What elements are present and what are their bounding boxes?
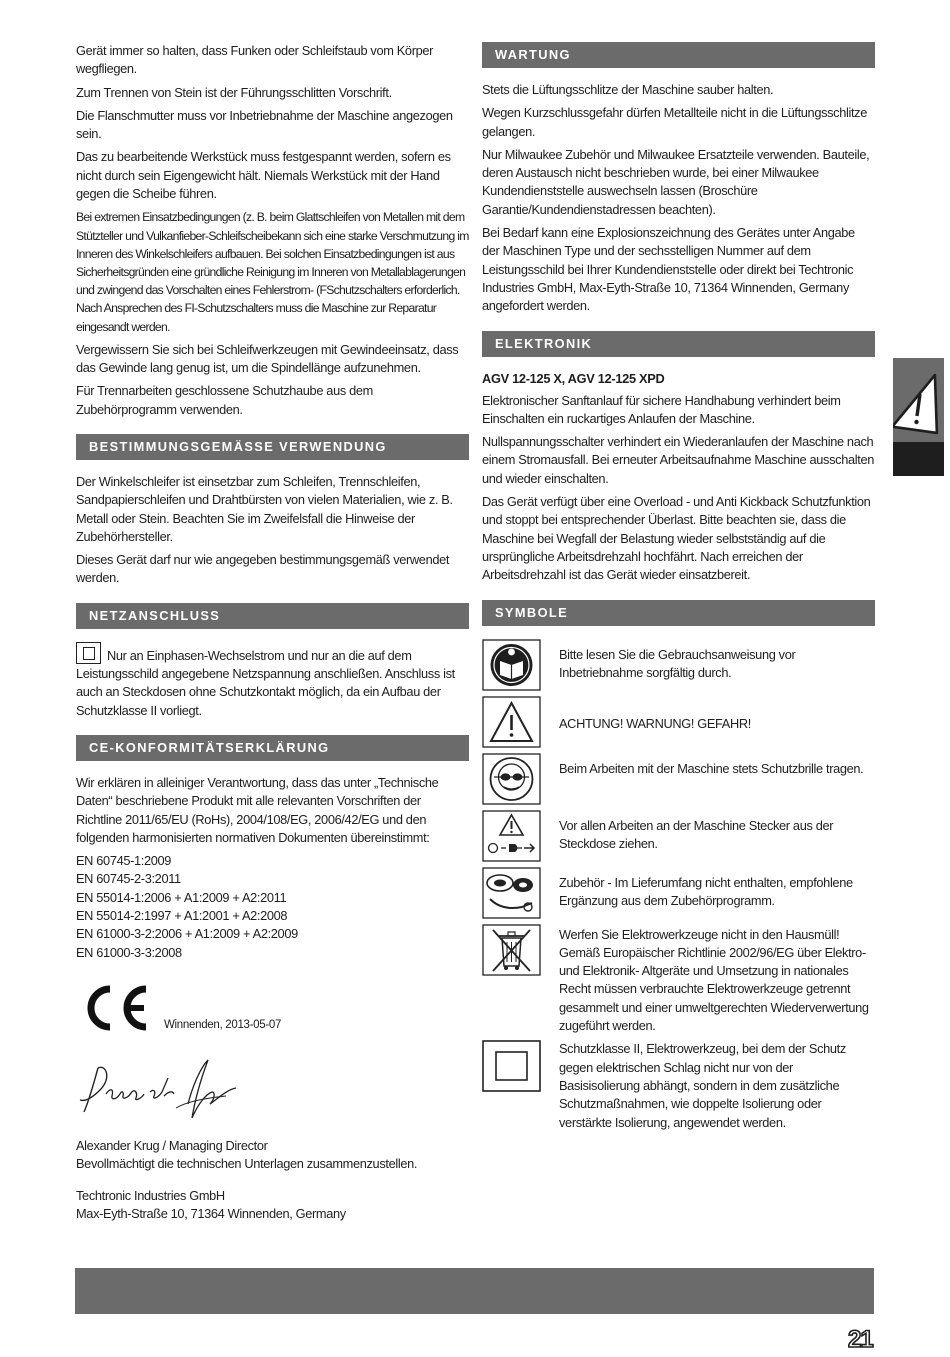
warning-side-tab <box>893 358 944 476</box>
norm-item: EN 61000-3-2:2006 + A1:2009 + A2:2009 <box>76 926 298 942</box>
company-name: Techtronic Industries GmbH <box>76 1187 225 1203</box>
company-address: Max-Eyth-Straße 10, 71364 Winnenden, Germany <box>76 1205 346 1221</box>
norm-item: EN 60745-2-3:2011 <box>76 871 181 887</box>
intended-use-paragraph: Der Winkelschleifer ist einsetzbar zum Schleifen, Trennschleifen, Sandpapierschleifen und Drahtbürsten von vielen Materialien, wie z. B. Metall oder Stein. Beachten Sie im Zweifelsfall die Hinweise der Zubehörhersteller. <box>76 473 453 544</box>
norm-item: EN 55014-1:2006 + A1:2009 + A2:2011 <box>76 889 287 905</box>
symbol-row <box>482 924 875 1036</box>
accessory-icon <box>482 867 541 919</box>
right-column <box>482 42 875 1137</box>
maintenance-paragraph: Bei Bedarf kann eine Explosionszeichnung des Gerätes unter Angabe der Maschinen Type und der sechsstelligen Nummer auf dem Leistungsschild bei Ihrer Kundendienststelle oder direkt bei Techtronic Industries GmbH, Max-Eyth-Straße 10, 71364 Winnenden, Germany angefordert werden. <box>482 225 855 314</box>
norm-item: EN 60745-1:2009 <box>76 853 172 869</box>
intro-paragraph: Die Flanschmutter muss vor Inbetriebnahme der Maschine angezogen sein. <box>76 107 453 142</box>
section-header-intended-use: BESTIMMUNGSGEMÄSSE VERWENDUNG <box>76 434 469 460</box>
manual-icon <box>482 639 541 691</box>
signer-name: Alexander Krug / Managing Director <box>76 1137 268 1153</box>
mains-connection-text: Nur an Einphasen-Wechselstrom und nur an die auf dem Leistungsschild angegebene Netzspannung anschließen. Anschluss ist auch an Steckdosen ohne Schutzkontakt möglich, da ein Aufbau der Schutzklasse II vorliegt. <box>76 647 455 718</box>
symbol-description: Schutzklasse II, Elektrowerkzeug, bei dem der Schutz gegen elektrischen Schlag nicht nur von der Basisisolierung abhängt, sondern in dem zusätzliche Schutzmaßnahmen, wie doppelte Isolierung oder verstärkte Isolierung, angewendet werden. <box>559 1041 846 1130</box>
intro-paragraph: Das zu bearbeitende Werkstück muss festgespannt werden, sofern es nicht durch sein Eigengewicht hält. Niemals Werkstück mit der Hand gegen die Scheibe führen. <box>76 149 451 202</box>
page-number: 21 <box>848 1326 873 1353</box>
mains-connection-paragraph <box>76 642 469 720</box>
ce-declaration-paragraph: Wir erklären in alleiniger Verantwortung, dass das unter „Technische Daten“ beschriebene Produkt mit alle relevanten Vorschriften der Richtline 2011/65/EU (RoHs), 2004/108/EG, 2006/42/EG und den folgenden harmonisierten normativen Dokumenten übereinstimmt: <box>76 774 439 845</box>
symbol-description: ACHTUNG! WARNUNG! GEFAHR! <box>559 715 751 731</box>
intro-paragraph: Gerät immer so halten, dass Funken oder Schleifstaub vom Körper wegfliegen. <box>76 43 434 77</box>
norm-item: EN 61000-3-3:2008 <box>76 944 182 960</box>
warning-icon <box>482 696 541 748</box>
section-header-symbols: SYMBOLE <box>482 600 875 626</box>
place-date: Winnenden, 2013-05-07 <box>164 1018 282 1031</box>
maintenance-paragraph: Nur Milwaukee Zubehör und Milwaukee Ersatzteile verwenden. Bauteile, deren Austausch nicht beschrieben wurde, bei einer Milwaukee Kundendienststelle auswechseln lassen (Broschüre Garantie/Kundendienstadressen beachten). <box>482 146 870 217</box>
class2-icon <box>76 642 101 664</box>
section-header-maintenance: WARTUNG <box>482 42 875 68</box>
symbol-description: Vor allen Arbeiten an der Maschine Stecker aus der Steckdose ziehen. <box>559 817 834 851</box>
electronics-paragraph: Das Gerät verfügt über eine Overload - und Anti Kickback Schutzfunktion und stoppt bei entsprechender Überlast. Bitte beachten sie, dass die Maschine bei Wegfall der Belastung wieder selbstständig auf die ursprüngliche Arbeitsdrehzahl hochfährt. Nach erreichen der Arbeitsdrehzahl ist das Gerät wieder einsatzbereit. <box>482 494 871 583</box>
warning-icon <box>893 358 944 442</box>
symbol-row <box>482 1040 875 1131</box>
section-header-mains-connection: NETZANSCHLUSS <box>76 603 469 629</box>
authorized-note: Bevollmächtigt die technischen Unterlagen zusammenzustellen. <box>76 1156 418 1172</box>
intro-paragraph: Zum Trennen von Stein ist der Führungsschlitten Vorschrift. <box>76 84 392 100</box>
norms-list <box>76 852 469 962</box>
weee-bin-icon <box>482 924 541 976</box>
footer-bar <box>75 1268 874 1314</box>
maintenance-paragraph: Stets die Lüftungsschlitze der Maschine sauber halten. <box>482 82 774 97</box>
unplug-icon <box>482 810 541 862</box>
intended-use-paragraph: Dieses Gerät darf nur wie angegeben bestimmungsgemäß verwendet werden. <box>76 552 450 586</box>
symbol-description: Zubehör - Im Lieferumfang nicht enthalten, empfohlene Ergänzung aus dem Zubehörprogramm. <box>559 874 853 908</box>
norm-item: EN 55014-2:1997 + A1:2001 + A2:2008 <box>76 908 288 924</box>
goggles-icon <box>482 753 541 805</box>
section-header-ce-declaration: CE-KONFORMITÄTSERKLÄRUNG <box>76 735 469 761</box>
ce-mark-row <box>76 984 469 1040</box>
symbol-description: Bitte lesen Sie die Gebrauchsanweisung vor Inbetriebnahme sorgfältig durch. <box>559 646 796 680</box>
symbol-row <box>482 753 875 805</box>
electronics-paragraph: Nullspannungsschalter verhindert ein Wiederanlaufen der Maschine nach einem Stromausfall. Bei erneuter Arbeitsaufnahme Maschine ausschalten und wieder einschalten. <box>482 434 874 486</box>
maintenance-paragraph: Wegen Kurzschlussgefahr dürfen Metallteile nicht in die Lüftungsschlitze gelangen. <box>482 105 868 139</box>
symbol-row <box>482 867 875 919</box>
electronics-paragraph: Elektronischer Sanftanlauf für sichere Handhabung verhindert beim Einschalten ein ruckartiges Anlaufen der Maschine. <box>482 392 841 426</box>
intro-paragraph: Für Trennarbeiten geschlossene Schutzhaube aus dem Zubehörprogramm verwenden. <box>76 383 373 417</box>
symbol-description: Beim Arbeiten mit der Maschine stets Schutzbrille tragen. <box>559 760 864 776</box>
ce-mark-icon <box>80 984 152 1032</box>
section-header-electronics: ELEKTRONIK <box>482 331 875 357</box>
intro-paragraph: Vergewissern Sie sich bei Schleifwerkzeugen mit Gewindeeinsatz, dass das Gewinde lang genug ist, um die Spindellänge aufzunehmen. <box>76 341 459 376</box>
electronics-models: AGV 12-125 X, AGV 12-125 XPD <box>482 370 665 386</box>
symbol-row <box>482 696 875 748</box>
symbol-row <box>482 639 875 691</box>
left-column <box>76 42 469 1228</box>
intro-paragraph: Bei extremen Einsatzbedingungen (z. B. beim Glattschleifen von Metallen mit dem Stützteller und Vulkanfieber-Schleifscheibekann sich eine starke Verschmutzung im Inneren des Winkelschleifers aufbauen. Bei solchen Einsatzbedingungen ist aus Sicherheitsgründen eine gründliche Reinigung im Inneren von Metallablagerungen und zwingend das Vorschalten eines Fehlerstrom- (FSchutzschalters erforderlich. Nach Ansprechen des FI-Schutzschalters muss die Maschine zur Reparatur eingesandt werden. <box>76 210 469 334</box>
signature-image <box>76 1048 246 1126</box>
symbol-description: Werfen Sie Elektrowerkzeuge nicht in den Hausmüll! Gemäß Europäischer Richtlinie 2002/96/EG über Elektro- und Elektronik- Altgeräte und Umsetzung in nationales Recht müssen verbrauchte Elektrowerkzeuge getrennt gesammelt und einer umweltgerechten Wiederverwertung zugeführt werden. <box>559 926 869 1034</box>
class2-icon <box>482 1040 541 1092</box>
symbol-row <box>482 810 875 862</box>
